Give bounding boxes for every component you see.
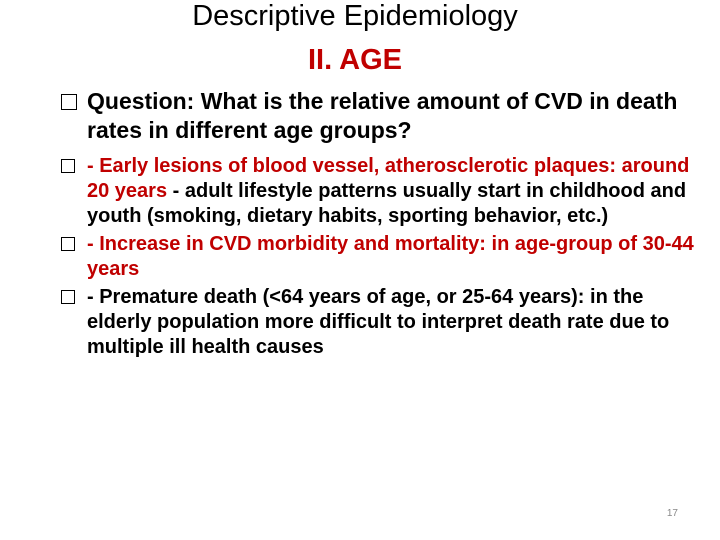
bullet-premature-death-text: - Premature death (<64 years of age, or 25-64 years): in the elderly population more difficult to interpret death rate due to multiple ill health causes [87, 286, 670, 358]
bullet-increase-cvd [60, 232, 710, 282]
checkbox-bullet-icon [61, 94, 77, 110]
checkbox-bullet-icon [61, 237, 75, 251]
bullet-early-lesions-highlight: - Early lesions of blood vessel, atherosclerotic plaques: around 20 years [87, 155, 690, 202]
slide-subtitle: II. AGE [308, 44, 402, 76]
bullet-early-lesions [60, 154, 710, 229]
bullet-question [60, 87, 710, 145]
bullet-increase-cvd-text: - Increase in CVD morbidity and mortality: in age-group of 30-44 years [87, 233, 694, 280]
bullet-premature-death [60, 285, 710, 360]
checkbox-bullet-icon [61, 290, 75, 304]
bullet-early-lesions-text: - adult lifestyle patterns usually start in childhood and youth (smoking, dietary habits, sporting behavior, etc.) [87, 180, 687, 227]
checkbox-bullet-icon [61, 159, 75, 173]
page-number: 17 [666, 508, 678, 519]
slide-title: Descriptive Epidemiology [192, 0, 518, 32]
bullet-question-text: Question: What is the relative amount of CVD in death rates in different age groups? [87, 88, 678, 143]
bullet-list [60, 87, 710, 360]
